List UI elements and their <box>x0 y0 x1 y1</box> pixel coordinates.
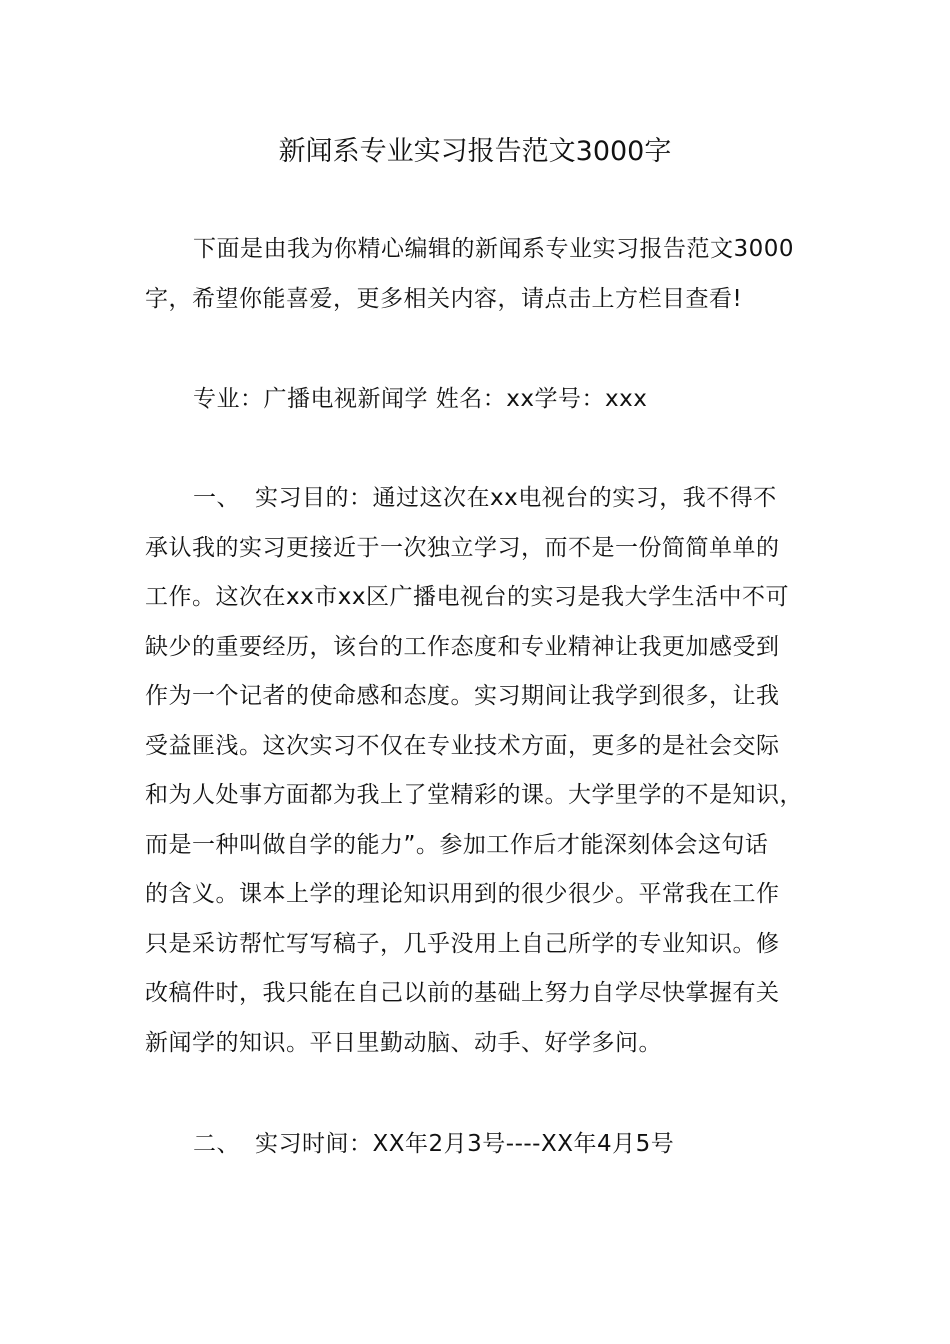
intro-line: 下面是由我为你精心编辑的新闻系专业实习报告范文3000 <box>193 236 795 262</box>
section-1-line: 承认我的实习更接近于一次独立学习，而不是一份简简单单的 <box>145 534 780 561</box>
document-title: 新闻系专业实习报告范文3000字 <box>278 136 672 167</box>
info-paragraph <box>145 375 835 425</box>
section-1-line: 改稿件时，我只能在自己以前的基础上努力自学尽快掌握有关 <box>145 980 780 1006</box>
section-1-line: 实习目的：通过这次在xx电视台的实习，我不得不 <box>255 485 777 511</box>
info-line: 专业：广播电视新闻学 姓名：xx学号：xxx <box>193 386 648 412</box>
section-1-first-line <box>145 474 835 524</box>
section-2-number: 二、 <box>193 1131 240 1157</box>
section-1-line: 新闻学的知识。平日里勤动脑、动手、好学多问。 <box>145 1029 662 1056</box>
section-2-line <box>145 1120 835 1170</box>
section-1-paragraph <box>145 474 835 1068</box>
section-2-paragraph <box>145 1120 835 1170</box>
section-1-line: 而是一种叫做自学的能力”。参加工作后才能深刻体会这句话 <box>145 831 769 858</box>
section-1-line: 作为一个记者的使命感和态度。实习期间让我学到很多，让我 <box>145 683 780 709</box>
section-1-number: 一、 <box>193 485 240 511</box>
section-1-line: 只是采访帮忙写写稿子，几乎没用上自己所学的专业知识。修 <box>145 930 780 957</box>
section-1-line: 工作。这次在xx市xx区广播电视台的实习是我大学生活中不可 <box>145 584 789 610</box>
section-2-text: 实习时间：XX年2月3号----XX年4月5号 <box>255 1131 675 1157</box>
intro-line: 字，希望你能喜爱，更多相关内容，请点击上方栏目查看! <box>145 285 743 312</box>
section-1-line: 和为人处事方面都为我上了堂精彩的课。大学里学的不是知识， <box>145 782 803 808</box>
section-1-line: 缺少的重要经历，该台的工作态度和专业精神让我更加感受到 <box>145 633 780 660</box>
section-1-line: 受益匪浅。这次实习不仅在专业技术方面，更多的是社会交际 <box>145 732 780 759</box>
intro-paragraph <box>145 225 835 324</box>
section-1-line: 的含义。课本上学的理论知识用到的很少很少。平常我在工作 <box>145 881 780 907</box>
